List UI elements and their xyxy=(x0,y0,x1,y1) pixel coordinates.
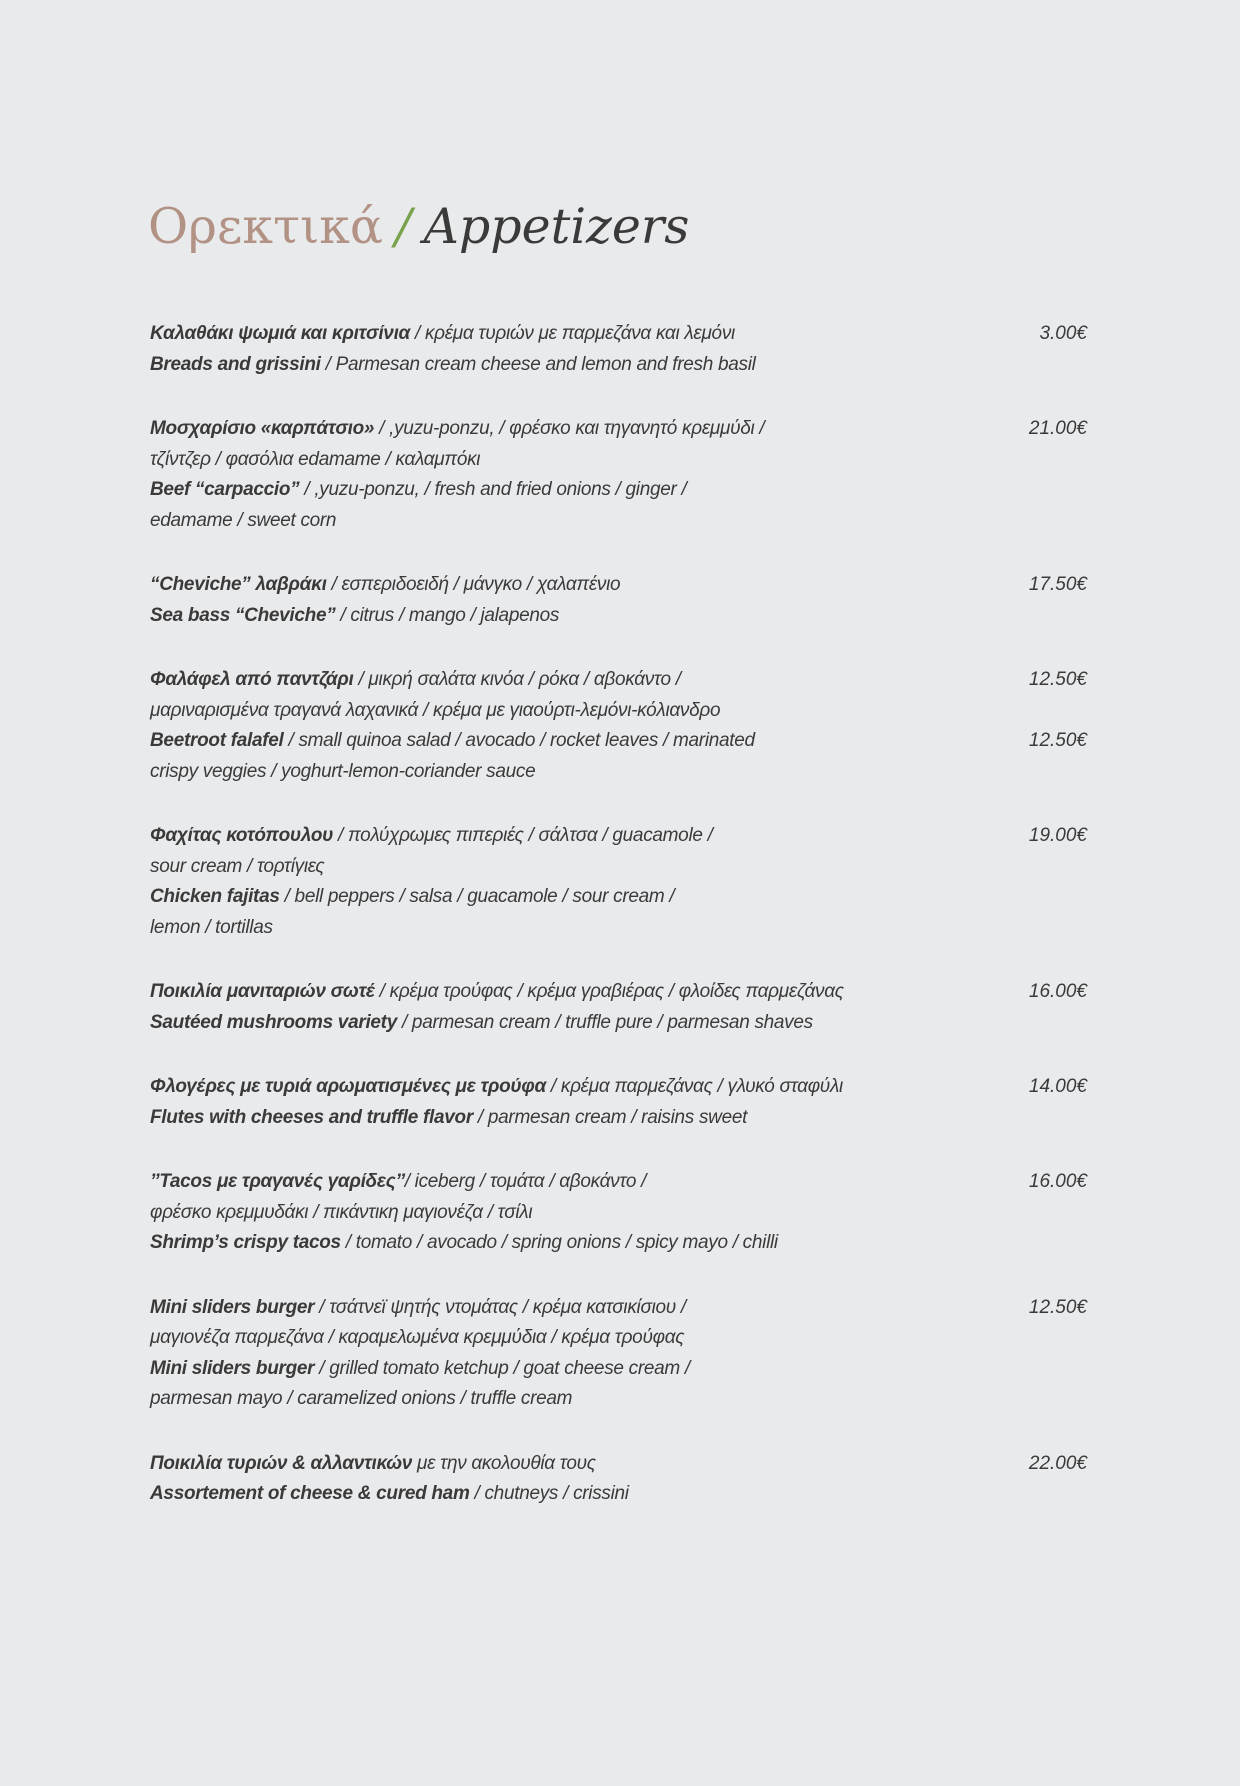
dish-name: Ποικιλία τυριών & αλλαντικών xyxy=(150,1452,413,1474)
price: 3.00€ xyxy=(1039,323,1087,344)
dish-name: Sautéed mushrooms variety xyxy=(150,1011,397,1033)
menu-item xyxy=(150,414,1087,536)
dish-name: “Cheviche” λαβράκι xyxy=(150,574,327,595)
menu-line xyxy=(150,852,1087,883)
menu-item xyxy=(150,570,1087,631)
dish-description: / κρέμα τρούφας / κρέμα γραβιέρας / φλοίδες παρμεζάνας xyxy=(374,981,844,1002)
dish-name: Φαχίτας κοτόπουλου xyxy=(150,825,334,846)
menu-line xyxy=(150,1384,1087,1415)
price: 19.00€ xyxy=(1028,825,1087,846)
menu-line xyxy=(150,665,1087,696)
menu-line xyxy=(150,1354,1087,1385)
dish-name: Chicken fajitas xyxy=(150,886,280,907)
dish-description: μαριναρισμένα τραγανά λαχανικά / κρέμα με γιαούρτι-λεμόνι-κόλιανδρο xyxy=(150,699,721,721)
dish-name: Φαλάφελ από παντζάρι xyxy=(150,669,354,690)
price: 16.00€ xyxy=(1028,1171,1087,1192)
menu-line xyxy=(150,696,1087,727)
menu-line xyxy=(150,882,1087,913)
dish-description: / ,yuzu-ponzu, / φρέσκο και τηγανητό κρεμμύδι / xyxy=(374,418,765,439)
title-greek: Ορεκτικά xyxy=(148,198,384,255)
dish-description: lemon / tortillas xyxy=(150,916,273,938)
dish-name: Mini sliders burger xyxy=(150,1296,315,1318)
price: 14.00€ xyxy=(1028,1076,1087,1097)
menu-line xyxy=(150,977,1087,1008)
dish-name: Breads and grissini xyxy=(150,353,321,375)
menu-line xyxy=(150,1198,1087,1229)
dish-description: / citrus / mango / jalapenos xyxy=(335,604,560,626)
menu-line xyxy=(150,506,1087,537)
menu-line xyxy=(150,601,1087,632)
dish-name: Mini sliders burger xyxy=(150,1357,315,1379)
price: 21.00€ xyxy=(1028,418,1087,439)
price: 12.50€ xyxy=(1028,730,1087,751)
menu-item xyxy=(150,821,1087,943)
menu-line xyxy=(150,726,1087,757)
menu-line xyxy=(150,350,1087,381)
dish-name: Flutes with cheeses and truffle flavor xyxy=(150,1106,473,1128)
price: 22.00€ xyxy=(1028,1452,1087,1474)
price: 17.50€ xyxy=(1028,574,1087,595)
title-separator: / xyxy=(395,198,412,255)
dish-description: / bell peppers / salsa / guacamole / sour cream / xyxy=(279,886,675,907)
dish-name: Beef “carpaccio” xyxy=(150,479,300,500)
menu-item xyxy=(150,1293,1087,1415)
dish-description: / Parmesan cream cheese and lemon and fresh basil xyxy=(320,353,756,375)
dish-description: edamame / sweet corn xyxy=(150,509,337,531)
menu-item xyxy=(150,1072,1087,1133)
dish-description: / iceberg / τομάτα / αβοκάντο / xyxy=(404,1171,647,1192)
menu-line xyxy=(150,757,1087,788)
dish-name: Ποικιλία μανιταριών σωτέ xyxy=(150,981,375,1002)
menu-line xyxy=(150,319,1087,350)
menu-line xyxy=(150,1449,1087,1480)
dish-name: Assortement of cheese & cured ham xyxy=(150,1483,470,1504)
menu-line xyxy=(150,1479,1087,1510)
dish-description: / chutneys / crissini xyxy=(469,1483,629,1504)
menu-line xyxy=(150,570,1087,601)
dish-description: / ,yuzu-ponzu, / fresh and fried onions / ginger / xyxy=(299,479,687,500)
menu-line xyxy=(150,821,1087,852)
page-title xyxy=(148,200,689,254)
menu-list xyxy=(150,319,1087,1544)
dish-description: / τσάτνεϊ ψητής ντομάτας / κρέμα κατσικίσιου / xyxy=(314,1296,686,1318)
dish-description: / grilled tomato ketchup / goat cheese cream / xyxy=(314,1357,690,1379)
dish-description: με την ακολουθία τους xyxy=(412,1452,596,1474)
dish-description: / πολύχρωμες πιπεριές / σάλτσα / guacamole / xyxy=(333,825,713,846)
dish-description: τζίντζερ / φασόλια edamame / καλαμπόκι xyxy=(150,448,481,470)
menu-line xyxy=(150,1167,1087,1198)
dish-description: crispy veggies / yoghurt-lemon-coriander sauce xyxy=(150,760,536,782)
price: 12.50€ xyxy=(1028,669,1087,690)
dish-description: / μικρή σαλάτα κινόα / ρόκα / αβοκάντο / xyxy=(353,669,681,690)
dish-description: / εσπεριδοειδή / μάνγκο / χαλαπένιο xyxy=(326,574,621,595)
dish-description: sour cream / τορτίγιες xyxy=(150,855,325,877)
dish-description: μαγιονέζα παρμεζάνα / καραμελωμένα κρεμμύδια / κρέμα τρούφας xyxy=(150,1327,685,1348)
menu-line xyxy=(150,1293,1087,1324)
dish-description: / tomato / avocado / spring onions / spicy mayo / chilli xyxy=(340,1232,778,1253)
menu-item xyxy=(150,319,1087,380)
menu-item xyxy=(150,665,1087,787)
menu-line xyxy=(150,1228,1087,1259)
price: 16.00€ xyxy=(1028,981,1087,1002)
menu-line xyxy=(150,414,1087,445)
dish-name: Sea bass “Cheviche” xyxy=(150,604,336,626)
menu-line xyxy=(150,1008,1087,1039)
price: 12.50€ xyxy=(1028,1296,1087,1318)
dish-description: φρέσκο κρεμμυδάκι / πικάντικη μαγιονέζα / τσίλι xyxy=(150,1201,533,1223)
menu-item xyxy=(150,1449,1087,1510)
menu-line xyxy=(150,1072,1087,1103)
menu-line xyxy=(150,445,1087,476)
title-english: Appetizers xyxy=(423,198,690,255)
menu-line xyxy=(150,475,1087,506)
dish-name: Καλαθάκι ψωμιά και κριτσίνια xyxy=(150,323,411,344)
dish-name: ’’Tacos με τραγανές γαρίδες’’ xyxy=(150,1171,405,1192)
menu-item xyxy=(150,977,1087,1038)
menu-line xyxy=(150,1103,1087,1134)
dish-name: Shrimp’s crispy tacos xyxy=(150,1232,341,1253)
dish-name: Beetroot falafel xyxy=(150,730,284,751)
dish-description: / κρέμα τυριών με παρμεζάνα και λεμόνι xyxy=(410,323,735,344)
menu-item xyxy=(150,1167,1087,1259)
dish-description: / parmesan cream / truffle pure / parmesan shaves xyxy=(396,1011,813,1033)
dish-description: / κρέμα παρμεζάνας / γλυκό σταφύλι xyxy=(545,1076,843,1097)
dish-name: Μοσχαρίσιο «καρπάτσιο» xyxy=(150,418,375,439)
dish-name: Φλογέρες με τυριά αρωματισμένες με τρούφα xyxy=(150,1076,546,1097)
dish-description: / parmesan cream / raisins sweet xyxy=(472,1106,748,1128)
dish-description: / small quinoa salad / avocado / rocket leaves / marinated xyxy=(283,730,755,751)
menu-line xyxy=(150,1323,1087,1354)
menu-line xyxy=(150,913,1087,944)
dish-description: parmesan mayo / caramelized onions / truffle cream xyxy=(150,1388,573,1409)
